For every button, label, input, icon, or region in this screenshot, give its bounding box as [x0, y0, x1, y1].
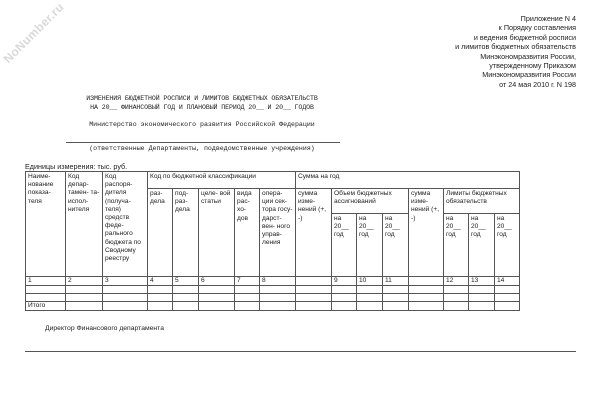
table-cell[interactable]	[26, 294, 66, 302]
director-signature-label: Директор Финансового департамента	[45, 325, 164, 332]
responsible-caption: (ответственные Департаменты, подведомственные учреждения)	[89, 145, 315, 152]
table-cell[interactable]	[357, 302, 383, 311]
header-target-item: целе- вой статьи	[199, 189, 235, 277]
column-number: 5	[173, 277, 199, 286]
column-number	[296, 277, 332, 286]
table-cell[interactable]	[235, 302, 260, 311]
appendix-line: Минэкономразвития России,	[480, 51, 576, 61]
header-annual-sum: Сумма на год	[296, 172, 520, 189]
appendix-line: от 24 мая 2010 г. N 198	[499, 79, 576, 89]
column-number: 13	[469, 277, 495, 286]
table-cell[interactable]	[103, 286, 148, 294]
column-number: 3	[103, 277, 148, 286]
appendix-line: и ведения бюджетной росписи	[473, 32, 576, 42]
column-number: 9	[332, 277, 357, 286]
table-cell[interactable]	[148, 302, 173, 311]
table-cell[interactable]	[66, 286, 103, 294]
table-cell[interactable]	[199, 302, 235, 311]
total-label: Итого	[26, 302, 66, 311]
header-year: на 20__ год	[495, 214, 520, 277]
table-cell[interactable]	[235, 286, 260, 294]
table-cell[interactable]	[383, 302, 409, 311]
header-year: на 20__ год	[332, 214, 357, 277]
header-year: на 20__ год	[357, 214, 383, 277]
appendix-header	[356, 14, 576, 89]
total-row	[26, 302, 520, 311]
header-operation: опера- ции сек- тора госу- дарст- вен- ного управ- ления	[260, 189, 296, 277]
table-cell[interactable]	[296, 286, 332, 294]
column-number: 1	[26, 277, 66, 286]
header-year: на 20__ год	[469, 214, 495, 277]
table-cell[interactable]	[173, 302, 199, 311]
table-cell[interactable]	[469, 286, 495, 294]
table-cell[interactable]	[235, 294, 260, 302]
column-number-row	[26, 277, 520, 286]
table-cell[interactable]	[495, 286, 520, 294]
header-change-sum-1: сумма изме- нений (+, -)	[296, 189, 332, 277]
table-cell[interactable]	[199, 294, 235, 302]
table-cell[interactable]	[469, 294, 495, 302]
table-cell[interactable]	[199, 286, 235, 294]
table-cell[interactable]	[173, 286, 199, 294]
header-section: раз- дела	[148, 189, 173, 277]
table-cell[interactable]	[296, 302, 332, 311]
table-cell[interactable]	[260, 302, 296, 311]
table-cell[interactable]	[103, 302, 148, 311]
column-number: 8	[260, 277, 296, 286]
table-cell[interactable]	[383, 294, 409, 302]
header-change-sum-2: сумма изме- нений (+, -)	[409, 189, 444, 277]
column-number: 10	[357, 277, 383, 286]
header-allocations: Объем бюджетных ассигнований	[332, 189, 409, 214]
appendix-line: Минэкономразвития России	[482, 70, 576, 80]
header-expense-type: вида рас- хо- дов	[235, 189, 260, 277]
responsible-underline	[66, 142, 340, 143]
appendix-line: и лимитов бюджетных обязательств	[455, 42, 576, 52]
table-cell[interactable]	[409, 286, 444, 294]
table-cell[interactable]	[469, 302, 495, 311]
appendix-line: утвержденному Приказом	[489, 61, 576, 71]
table-cell[interactable]	[296, 294, 332, 302]
header-limits: Лимиты бюджетных обязательств	[444, 189, 520, 214]
table-cell[interactable]	[332, 294, 357, 302]
title-line-1: ИЗМЕНЕНИЯ БЮДЖЕТНОЙ РОСПИСИ И ЛИМИТОВ БЮДЖЕТНЫХ ОБЯЗАТЕЛЬСТВ	[86, 95, 318, 102]
table-cell[interactable]	[173, 294, 199, 302]
table-cell[interactable]	[332, 286, 357, 294]
table-cell[interactable]	[444, 286, 469, 294]
column-number: 4	[148, 277, 173, 286]
column-number: 6	[199, 277, 235, 286]
column-number: 2	[66, 277, 103, 286]
column-number	[409, 277, 444, 286]
title-line-2: НА 20__ ФИНАНСОВЫЙ ГОД И ПЛАНОВЫЙ ПЕРИОД 20__ И 20__ ГОДОВ	[90, 104, 314, 111]
ministry-name: Министерство экономического развития Российской Федерации	[89, 121, 315, 128]
watermark: NoNumber.ru	[0, 0, 67, 66]
appendix-line: Приложение N 4	[520, 14, 576, 23]
table-cell[interactable]	[332, 302, 357, 311]
table-cell[interactable]	[148, 294, 173, 302]
header-dept-code: Код депар- тамен- та- испол- нителя	[66, 172, 103, 277]
units-label: Единицы измерения: тыс. руб.	[25, 162, 128, 171]
table-cell[interactable]	[383, 286, 409, 294]
table-cell[interactable]	[444, 294, 469, 302]
signature-line	[25, 351, 576, 352]
table-cell[interactable]	[357, 286, 383, 294]
table-cell[interactable]	[66, 302, 103, 311]
column-number: 12	[444, 277, 469, 286]
table-cell[interactable]	[495, 302, 520, 311]
budget-changes-table	[25, 171, 520, 311]
header-budget-classification: Код по бюджетной классификации	[148, 172, 296, 189]
table-cell[interactable]	[66, 294, 103, 302]
table-cell[interactable]	[495, 294, 520, 302]
table-cell[interactable]	[260, 294, 296, 302]
table-row	[26, 286, 520, 294]
table-cell[interactable]	[409, 302, 444, 311]
table-cell[interactable]	[26, 286, 66, 294]
header-subsection: под- раз- дела	[173, 189, 199, 277]
table-cell[interactable]	[103, 294, 148, 302]
table-cell[interactable]	[260, 286, 296, 294]
document-title	[52, 94, 352, 112]
header-year: на 20__ год	[383, 214, 409, 277]
header-indicator-name: Наиме- нование показа- теля	[26, 172, 66, 277]
header-year: на 20__ год	[444, 214, 469, 277]
table-cell[interactable]	[357, 294, 383, 302]
table-cell[interactable]	[148, 286, 173, 294]
column-number: 14	[495, 277, 520, 286]
table-cell[interactable]	[444, 302, 469, 311]
column-number: 7	[235, 277, 260, 286]
column-number: 11	[383, 277, 409, 286]
table-row	[26, 294, 520, 302]
header-manager-code: Код распоря- дителя (получа- теля) средств феде- рального бюджета по Сводному реестру	[103, 172, 148, 277]
table-cell[interactable]	[409, 294, 444, 302]
appendix-line: к Порядку составления	[498, 23, 576, 33]
